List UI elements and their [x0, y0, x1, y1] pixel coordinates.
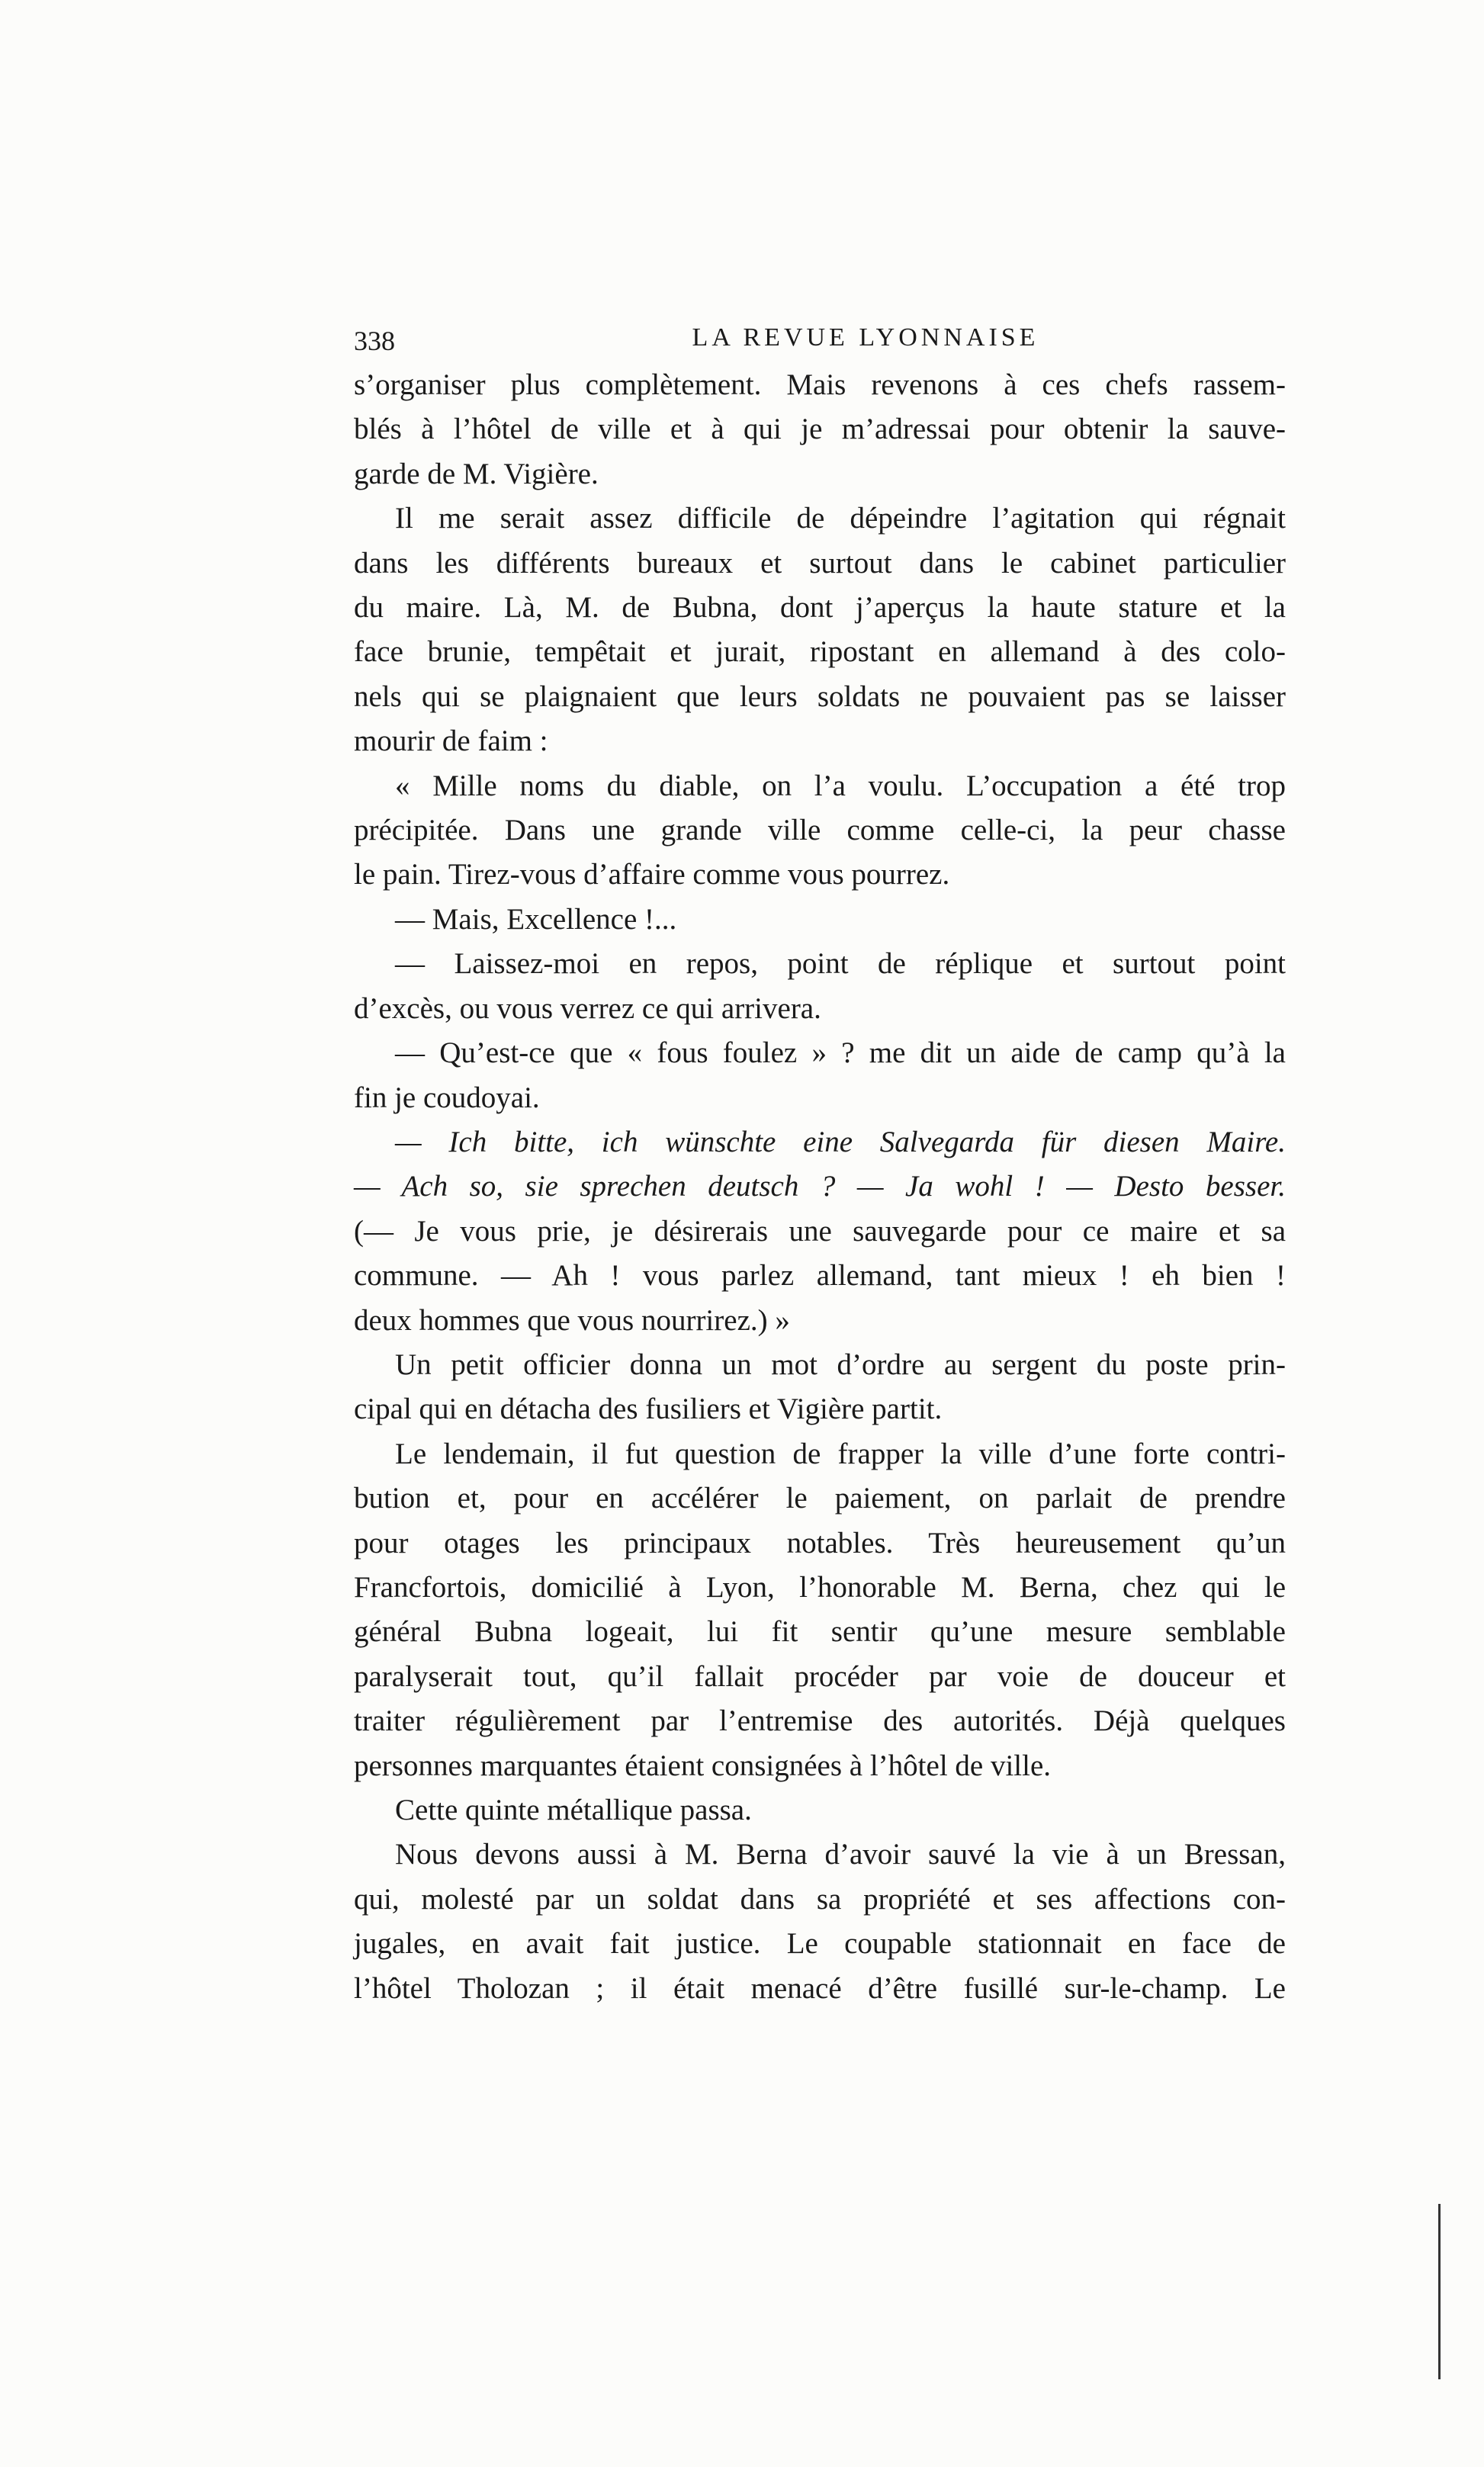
- text-line: qui, molesté par un soldat dans sa propriété et ses affections con-: [354, 1882, 1286, 1916]
- paragraph: [354, 1788, 1286, 1833]
- text-line: — Ich bitte, ich wünschte eine Salvegarda für diesen Maire.: [395, 1125, 1286, 1158]
- text-line: — Mais, Excellence !...: [395, 902, 677, 936]
- text-line: paralyserait tout, qu’il fallait procéder par voie de douceur et: [354, 1659, 1286, 1693]
- text-line: Le lendemain, il fut question de frapper la ville d’une forte contri-: [395, 1437, 1286, 1470]
- text-line: mourir de faim :: [354, 724, 548, 758]
- text-line: jugales, en avait fait justice. Le coupable stationnait en face de: [354, 1927, 1286, 1961]
- body-text: [354, 363, 1286, 2011]
- text-line: Nous devons aussi à M. Berna d’avoir sauvé la vie à un Bressan,: [395, 1838, 1286, 1871]
- text-line: Un petit officier donna un mot d’ordre au sergent du poste prin-: [395, 1348, 1286, 1381]
- running-head: [354, 319, 1286, 363]
- paragraph: [354, 496, 1286, 763]
- page-number: 338: [354, 326, 395, 356]
- text-line: (— Je vous prie, je désirerais une sauvegarde pour ce maire et sa: [354, 1214, 1286, 1248]
- paragraph: [354, 1432, 1286, 1788]
- text-line: commune. — Ah ! vous parlez allemand, tant mieux ! eh bien !: [354, 1259, 1286, 1293]
- text-line: traiter régulièrement par l’entremise des autorités. Déjà quelques: [354, 1704, 1286, 1738]
- text-line: Il me serait assez difficile de dépeindre l’agitation qui régnait: [395, 502, 1286, 535]
- book-page: [354, 319, 1286, 2011]
- text-line: Cette quinte métallique passa.: [395, 1794, 752, 1826]
- text-line: s’organiser plus complètement. Mais revenons à ces chefs rassem-: [354, 368, 1286, 401]
- text-line: deux hommes que vous nourrirez.) »: [354, 1303, 790, 1337]
- text-line: Francfortois, domicilié à Lyon, l’honorable M. Berna, chez qui le: [354, 1570, 1286, 1604]
- paragraph: [354, 1833, 1286, 2011]
- text-line: d’excès, ou vous verrez ce qui arrivera.: [354, 991, 821, 1025]
- text-line: cipal qui en détacha des fusiliers et Vigière partit.: [354, 1393, 943, 1426]
- text-line: — Ach so, sie sprechen deutsch ? — Ja wohl ! — Desto besser.: [354, 1170, 1286, 1203]
- text-line: bution et, pour en accélérer le paiement, on parlait de prendre: [354, 1482, 1286, 1515]
- text-line: blés à l’hôtel de ville et à qui je m’adressai pour obtenir la sauve-: [354, 413, 1286, 446]
- text-line: face brunie, tempêtait et jurait, ripostant en allemand à des colo-: [354, 635, 1286, 669]
- text-line: pour otages les principaux notables. Très heureusement qu’un: [354, 1526, 1286, 1560]
- paragraph: [354, 942, 1286, 1031]
- text-line: garde de M. Vigière.: [354, 457, 599, 490]
- paragraph: [354, 1031, 1286, 1120]
- text-line: « Mille noms du diable, on l’a voulu. L’occupation a été trop: [395, 769, 1286, 802]
- text-line: dans les différents bureaux et surtout dans le cabinet particulier: [354, 546, 1286, 580]
- text-line: fin je coudoyai.: [354, 1081, 540, 1114]
- text-line: personnes marquantes étaient consignées à l’hôtel de ville.: [354, 1749, 1052, 1782]
- text-line: général Bubna logeait, lui fit sentir qu’une mesure semblable: [354, 1615, 1286, 1649]
- text-line: le pain. Tirez-vous d’affaire comme vous pourrez.: [354, 858, 950, 891]
- text-line: précipitée. Dans une grande ville comme celle-ci, la peur chasse: [354, 814, 1286, 847]
- paragraph: [354, 1343, 1286, 1432]
- text-line: — Qu’est-ce que « fous foulez » ? me dit un aide de camp qu’à la: [395, 1036, 1286, 1070]
- german-dialogue: [354, 1120, 1286, 1209]
- running-title: LA REVUE LYONNAISE: [692, 323, 1039, 352]
- paragraph: [354, 1209, 1286, 1343]
- text-line: — Laissez-moi en repos, point de réplique et surtout point: [395, 947, 1286, 981]
- paragraph: [354, 898, 1286, 942]
- paragraph: [354, 363, 1286, 496]
- text-line: nels qui se plaignaient que leurs soldats ne pouvaient pas se laisser: [354, 679, 1286, 713]
- scan-edge-line: [1438, 2204, 1441, 2379]
- paragraph: [354, 764, 1286, 898]
- text-line: l’hôtel Tholozan ; il était menacé d’être fusillé sur-le-champ. Le: [354, 1971, 1286, 2005]
- text-line: du maire. Là, M. de Bubna, dont j’aperçus la haute stature et la: [354, 591, 1286, 625]
